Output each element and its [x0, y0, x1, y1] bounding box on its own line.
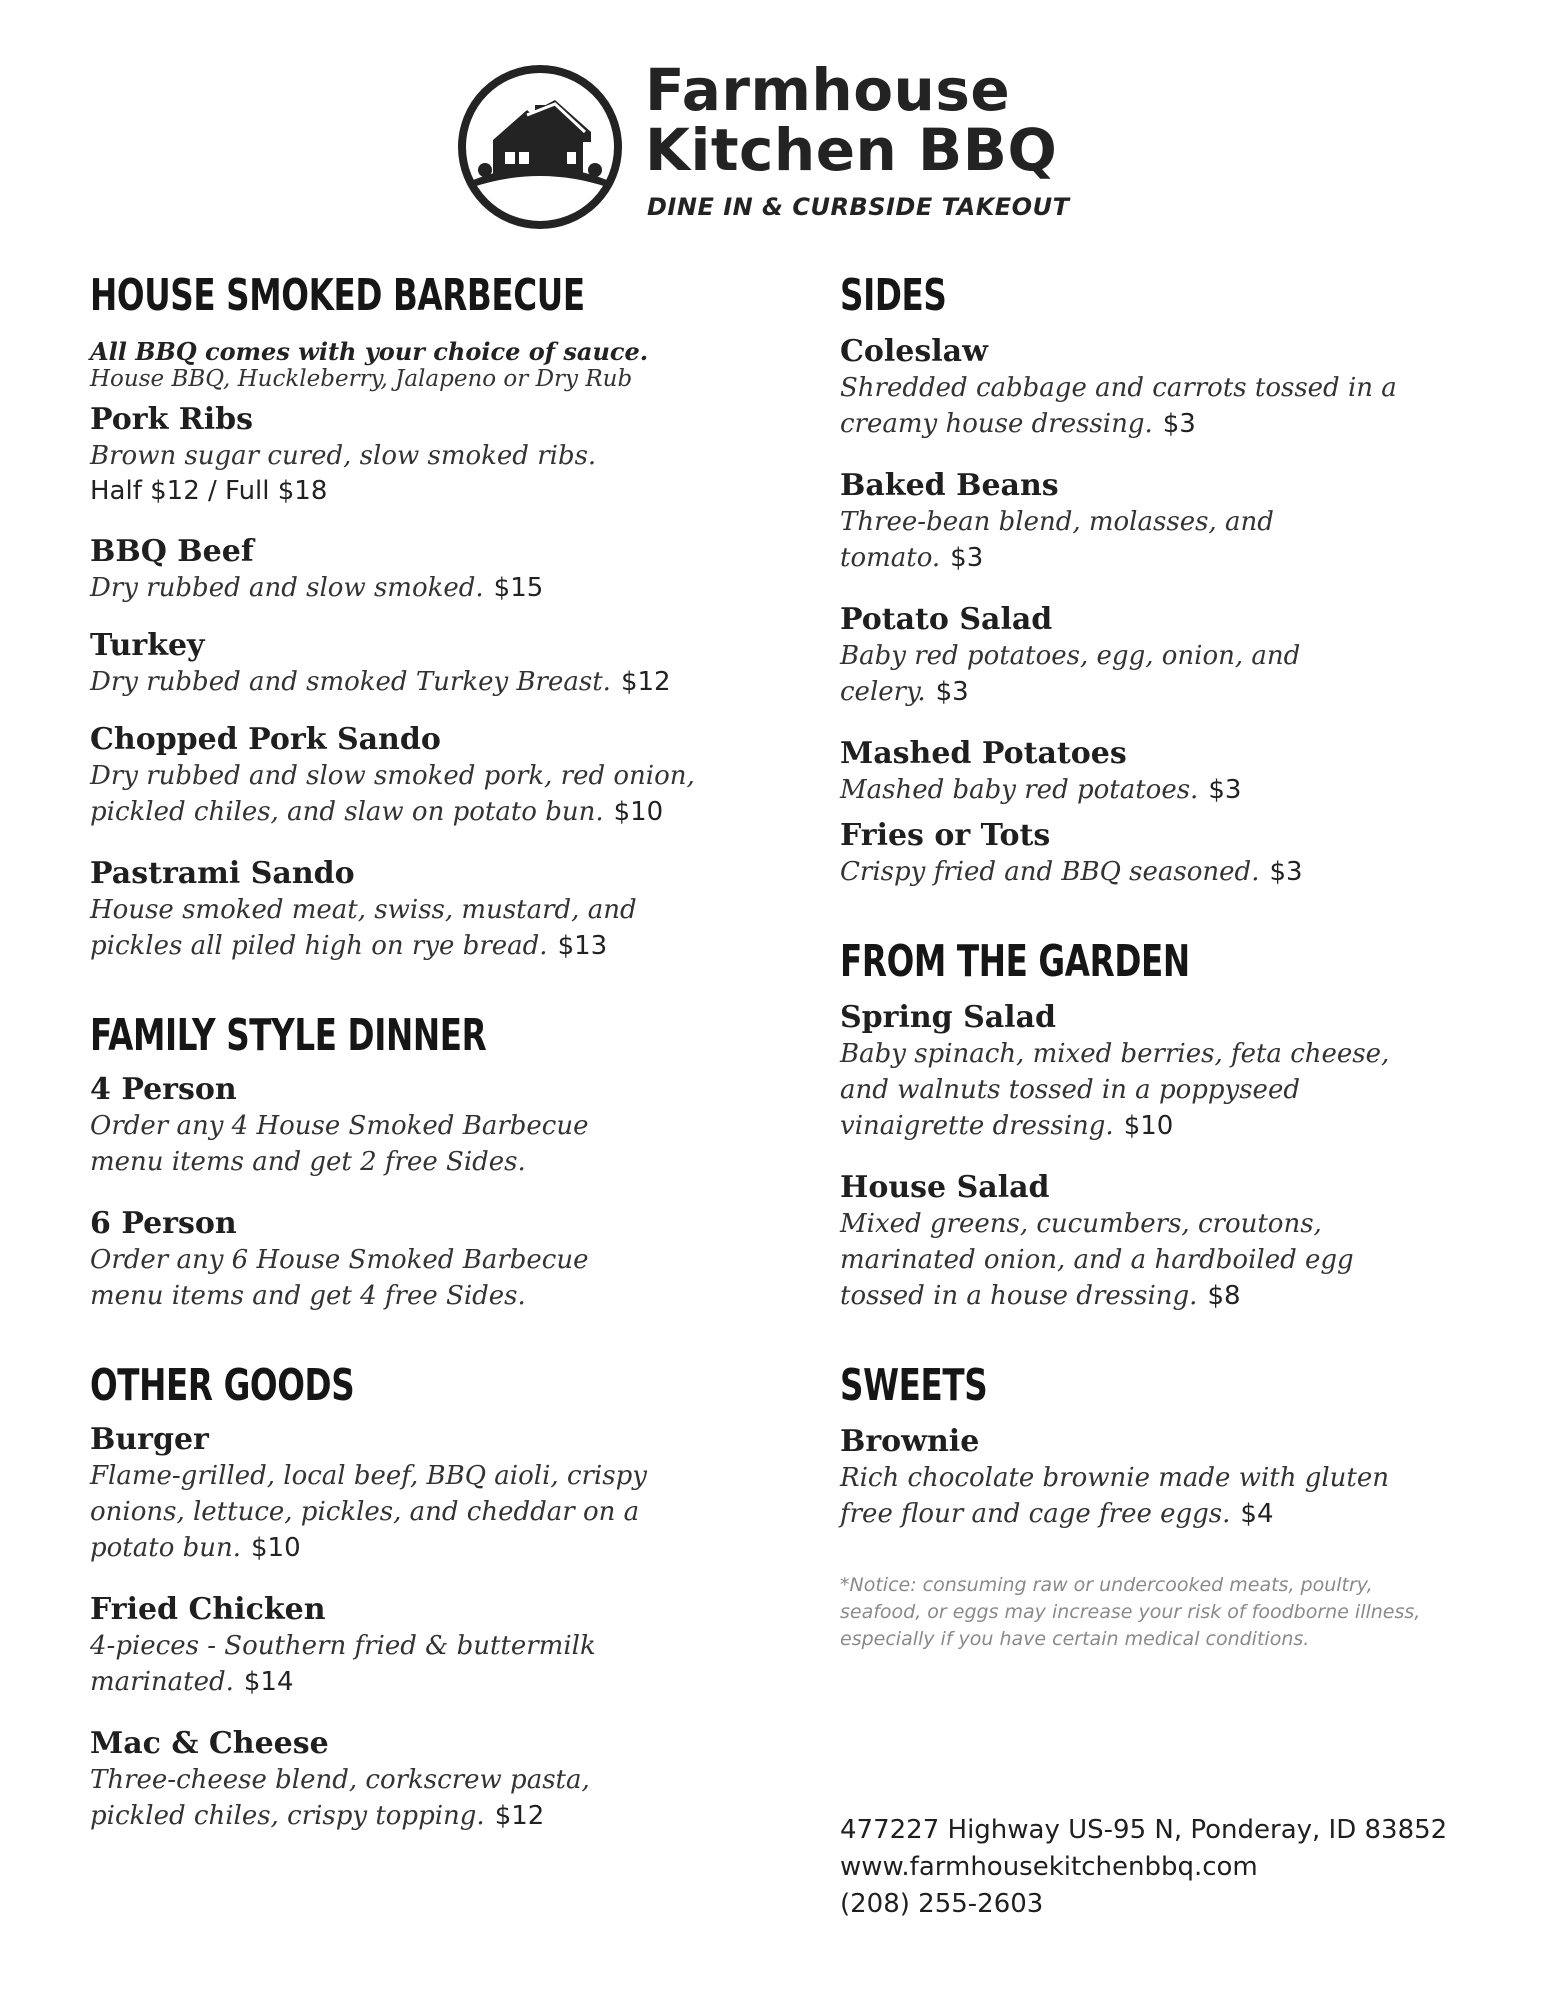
brand-name-line2: Kitchen BBQ: [645, 116, 1058, 184]
item-description: Brown sugar cured, slow smoked ribs.: [90, 441, 597, 471]
item-description: House smoked meat, swiss, mustard, and pickles all piled high on rye bread. $13: [90, 895, 637, 961]
item-description: Mashed baby red potatoes. $3: [840, 775, 1242, 805]
menu-item: [90, 1422, 730, 1566]
website-link[interactable]: www.farmhousekitchenbbq.com: [840, 1852, 1258, 1882]
menu-item: [90, 1592, 730, 1700]
section-house-smoked-barbecue: [90, 268, 730, 964]
section-title: FAMILY STYLE DINNER: [90, 1010, 487, 1061]
item-description: 4-pieces - Southern fried & buttermilk marinated. $14: [90, 1631, 596, 1697]
item-price: $10: [613, 797, 664, 827]
item-price: $15: [493, 573, 544, 603]
item-name: Spring Salad: [840, 1000, 1056, 1035]
item-description: Baby red potatoes, egg, onion, and celery. $3: [840, 641, 1301, 707]
item-name: BBQ Beef: [90, 534, 254, 569]
item-price: $10: [1123, 1111, 1174, 1141]
item-name: Potato Salad: [840, 602, 1053, 637]
item-description: Order any 6 House Smoked Barbecue menu items and get 4 free Sides.: [90, 1245, 589, 1311]
section-title: OTHER GOODS: [90, 1360, 355, 1411]
section-title: FROM THE GARDEN: [840, 936, 1190, 987]
item-price: $10: [251, 1533, 301, 1563]
item-name: Chopped Pork Sando: [90, 722, 441, 757]
menu-item: [840, 1000, 1480, 1144]
menu-item: [90, 856, 730, 964]
item-description: Dry rubbed and slow smoked. $15: [90, 573, 544, 603]
section-title: SWEETS: [840, 1360, 988, 1411]
item-name: Fried Chicken: [90, 1592, 326, 1627]
menu-header: [0, 0, 1545, 240]
menu-item: [840, 602, 1480, 710]
item-price: $14: [243, 1667, 294, 1697]
brand-block: [645, 56, 1070, 222]
item-description: Flame-grilled, local beef, BBQ aioli, crispy onions, lettuce, pickles, and cheddar on a potato bun. $10: [90, 1461, 647, 1563]
menu-item: [840, 468, 1480, 576]
menu-item: [90, 628, 730, 700]
item-price: $12: [620, 667, 671, 697]
item-description: Order any 4 House Smoked Barbecue menu items and get 2 free Sides.: [90, 1111, 589, 1177]
item-price: $8: [1207, 1281, 1241, 1311]
address: 477227 Highway US-95 N, Ponderay, ID 83852: [840, 1815, 1448, 1845]
item-name: Pork Ribs: [90, 402, 253, 437]
menu-item: [90, 402, 730, 508]
section-sides: [840, 268, 1480, 890]
right-column: [840, 268, 1480, 1653]
item-description: Baby spinach, mixed berries, feta cheese, and walnuts tossed in a poppyseed vinaigrette dressing. $10: [840, 1039, 1390, 1141]
item-price: $3: [950, 543, 984, 573]
section-title: HOUSE SMOKED BARBECUE: [90, 270, 585, 321]
item-description: Rich chocolate brownie made with gluten free flour and cage free eggs. $4: [840, 1463, 1390, 1529]
menu-item: [90, 534, 730, 606]
item-name: Turkey: [90, 628, 205, 663]
item-name: Mashed Potatoes: [840, 736, 1127, 771]
item-price: Half $12 / Full $18: [90, 476, 328, 506]
menu-item: [840, 818, 1480, 890]
item-name: Mac & Cheese: [90, 1726, 329, 1761]
item-name: Coleslaw: [840, 334, 988, 369]
item-description: Dry rubbed and smoked Turkey Breast. $12: [90, 667, 671, 697]
menu-item: [90, 1726, 730, 1834]
phone-number[interactable]: (208) 255-2603: [840, 1889, 1044, 1919]
item-price: $3: [1208, 775, 1242, 805]
item-price: $3: [935, 677, 969, 707]
section-family-style-dinner: [90, 1008, 730, 1314]
menu-item: [90, 1072, 730, 1180]
food-safety-notice: *Notice: consuming raw or undercooked meats, poultry, seafood, or eggs may increase your risk of foodborne illness, especially if you have certain medical conditions.: [840, 1574, 1421, 1650]
sauce-options: House BBQ, Huckleberry, Jalapeno or Dry Rub: [90, 366, 633, 392]
menu-item: [840, 1424, 1480, 1532]
section-other-goods: [90, 1358, 730, 1834]
section-title: SIDES: [840, 270, 947, 321]
item-name: House Salad: [840, 1170, 1050, 1205]
item-description: Shredded cabbage and carrots tossed in a creamy house dressing. $3: [840, 373, 1397, 439]
item-description: Dry rubbed and slow smoked pork, red onion, pickled chiles, and slaw on potato bun. $10: [90, 761, 695, 827]
left-column: [90, 268, 730, 1834]
menu-item: [90, 1206, 730, 1314]
farmhouse-icon: [455, 62, 625, 232]
menu-item: [840, 1170, 1480, 1314]
section-sweets: [840, 1358, 1480, 1532]
item-name: Fries or Tots: [840, 818, 1051, 853]
item-name: Burger: [90, 1422, 209, 1457]
menu-item: [90, 722, 730, 830]
contact-block: [840, 1812, 1447, 1923]
section-from-the-garden: [840, 934, 1480, 1314]
menu-item: [840, 736, 1480, 808]
brand-name-line1: Farmhouse: [645, 56, 1011, 124]
brand-tagline: DINE IN & CURBSIDE TAKEOUT: [647, 193, 1070, 221]
item-price: $4: [1240, 1499, 1274, 1529]
menu-item: [840, 334, 1480, 442]
item-name: Pastrami Sando: [90, 856, 355, 891]
item-price: $3: [1162, 409, 1196, 439]
item-description: Three-bean blend, molasses, and tomato. $3: [840, 507, 1274, 573]
item-name: 6 Person: [90, 1206, 237, 1241]
item-name: 4 Person: [90, 1072, 237, 1107]
item-price: $3: [1269, 857, 1303, 887]
item-name: Brownie: [840, 1424, 980, 1459]
item-price: $13: [557, 931, 608, 961]
item-price: $12: [494, 1801, 545, 1831]
item-description: Mixed greens, cucumbers, croutons, marinated onion, and a hardboiled egg tossed in a house dressing. $8: [840, 1209, 1354, 1311]
item-description: Three-cheese blend, corkscrew pasta, pickled chiles, crispy topping. $12: [90, 1765, 590, 1831]
item-name: Baked Beans: [840, 468, 1059, 503]
sauce-note: All BBQ comes with your choice of sauce.: [90, 337, 649, 366]
item-description: Crispy fried and BBQ seasoned. $3: [840, 857, 1303, 887]
